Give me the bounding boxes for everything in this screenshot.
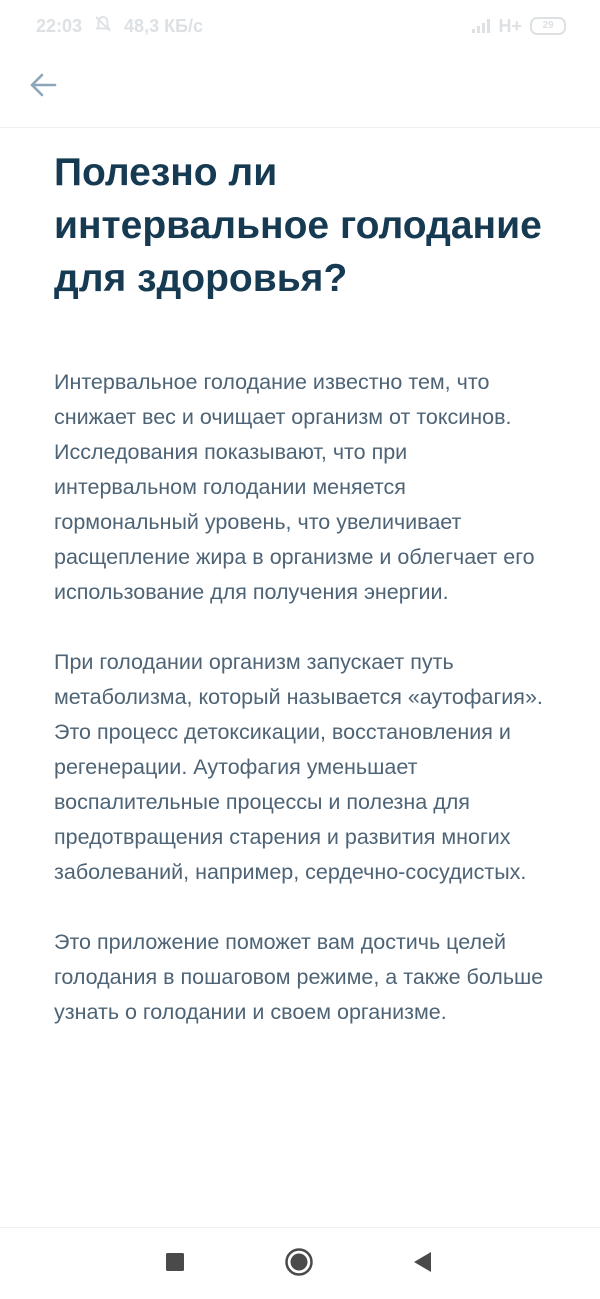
system-nav-bar	[0, 1227, 600, 1299]
article-paragraph-3: Это приложение поможет вам достичь целей голодания в пошаговом режиме, а также больше узнать о голодании и своем организме.	[54, 930, 544, 1024]
status-left	[36, 15, 203, 38]
article-paragraph-1: Интервальное голодание известно тем, что снижает вес и очищает организм от токсинов. Исследования показывают, что при интервальном голодании меняется гормональный уровень, что увеличивает расщепление жира в организме и облегчает его использование для получения энергии.	[54, 370, 535, 604]
status-right	[472, 16, 566, 37]
status-bar	[0, 0, 600, 52]
status-time: 22:03	[36, 15, 83, 36]
triangle-left-icon	[411, 1250, 433, 1274]
status-network-speed: 48,3 КБ/с	[124, 15, 204, 36]
battery-level: 29	[542, 20, 554, 31]
signal-icon	[472, 19, 490, 33]
bell-off-icon	[94, 15, 112, 38]
back-button[interactable]	[26, 68, 60, 102]
arrow-left-icon	[28, 70, 58, 100]
circle-icon	[284, 1247, 314, 1277]
battery-icon	[530, 17, 566, 35]
article-title: Полезно ли интервальное голодание для здоровья?	[54, 151, 542, 300]
app-bar	[0, 52, 600, 128]
square-icon	[165, 1252, 185, 1272]
article	[54, 146, 554, 1030]
article-paragraph-2: При голодании организм запускает путь метаболизма, который называется «аутофагия». Это процесс детоксикации, восстановления и регенерации. Аутофагия уменьшает воспалительные процессы и полезна для предотвращения старения и развития многих заболеваний, например, сердечно-сосудистых.	[54, 650, 543, 884]
home-button[interactable]	[284, 1247, 314, 1277]
nav-back-button[interactable]	[410, 1249, 434, 1275]
status-network-type: H+	[498, 15, 522, 36]
recents-button[interactable]	[163, 1250, 187, 1274]
